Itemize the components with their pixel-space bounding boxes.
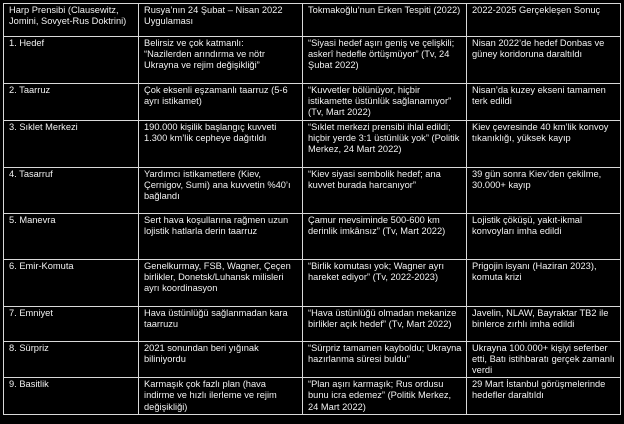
cell-principle: 3. Sıklet Merkezi <box>4 120 139 167</box>
cell-outcome: Prigojin isyanı (Haziran 2023), komuta krizi <box>467 259 621 306</box>
cell-assessment: “Kuvvetler bölünüyor, hiçbir istikamette üstünlük sağlanamıyor” (Tv, Mart 2022) <box>303 84 467 121</box>
cell-outcome: Ukrayna 100.000+ kişiyi seferber etti, Batı istihbaratı gerçek zamanlı verdi <box>467 341 621 378</box>
cell-outcome: Nisan 2022’de hedef Donbas ve güney koridoruna daraltıldı <box>467 37 621 84</box>
table-row <box>4 213 621 259</box>
cell-outcome: Javelin, NLAW, Bayraktar TB2 ile binlerce zırhlı imha edildi <box>467 306 621 341</box>
cell-principle: 8. Sürpriz <box>4 341 139 378</box>
cell-application: Karmaşık çok fazlı plan (hava indirme ve hızlı ilerleme ve rejim değişikliği) <box>139 378 303 415</box>
table-row <box>4 84 621 121</box>
table-row <box>4 120 621 167</box>
cell-application: Yardımcı istikametlere (Kiev, Çernigov, Sumi) ana kuvvetin %40’ı bağlandı <box>139 167 303 213</box>
cell-principle: 4. Tasarruf <box>4 167 139 213</box>
table-row <box>4 306 621 341</box>
cell-application: Çok eksenli eşzamanlı taarruz (5-6 ayrı istikamet) <box>139 84 303 121</box>
table-row <box>4 167 621 213</box>
cell-principle: 5. Manevra <box>4 213 139 259</box>
cell-application: Hava üstünlüğü sağlanmadan kara taarruzu <box>139 306 303 341</box>
comparison-table <box>3 3 621 415</box>
cell-assessment: “Sürpriz tamamen kayboldu; Ukrayna hazırlanma süresi buldu” <box>303 341 467 378</box>
cell-principle: 1. Hedef <box>4 37 139 84</box>
cell-application: 190.000 kişilik başlangıç kuvveti 1.300 km’lik cepheye dağıtıldı <box>139 120 303 167</box>
header-principle: Harp Prensibi (Clausewitz, Jomini, Sovyet-Rus Doktrini) <box>4 4 139 37</box>
table-row <box>4 341 621 378</box>
cell-principle: 7. Emniyet <box>4 306 139 341</box>
table-row <box>4 259 621 306</box>
cell-principle: 2. Taarruz <box>4 84 139 121</box>
cell-outcome: 29 Mart İstanbul görüşmelerinde hedefler daraltıldı <box>467 378 621 415</box>
cell-application: Genelkurmay, FSB, Wagner, Çeçen birlikler, Donetsk/Luhansk milisleri ayrı koordinasyon <box>139 259 303 306</box>
cell-application: Sert hava koşullarına rağmen uzun lojistik hatlarla derin taarruz <box>139 213 303 259</box>
cell-outcome: 39 gün sonra Kiev’den çekilme, 30.000+ kayıp <box>467 167 621 213</box>
cell-application: 2021 sonundan beri yığınak biliniyordu <box>139 341 303 378</box>
header-row <box>4 4 621 37</box>
cell-outcome: Kiev çevresinde 40 km’lik konvoy tıkanıklığı, yüksek kayıp <box>467 120 621 167</box>
cell-assessment: Çamur mevsiminde 500-600 km derinlik imkânsız” (Tv, Mart 2022) <box>303 213 467 259</box>
cell-application: Belirsiz ve çok katmanlı: “Nazilerden arındırma ve nötr Ukrayna ve rejim değişikliği” <box>139 37 303 84</box>
cell-outcome: Nisan’da kuzey ekseni tamamen terk edildi <box>467 84 621 121</box>
cell-assessment: “Kiev siyasi sembolik hedef; ana kuvvet burada harcanıyor” <box>303 167 467 213</box>
header-outcome: 2022-2025 Gerçekleşen Sonuç <box>467 4 621 37</box>
header-application: Rusya’nın 24 Şubat – Nisan 2022 Uygulaması <box>139 4 303 37</box>
cell-assessment: “Siyasi hedef aşırı geniş ve çelişkili; askerî hedefle örtüşmüyor” (Tv, 24 Şubat 2022) <box>303 37 467 84</box>
cell-principle: 6. Emir-Komuta <box>4 259 139 306</box>
table-row <box>4 378 621 415</box>
header-assessment: Tokmakoğlu’nun Erken Tespiti (2022) <box>303 4 467 37</box>
cell-assessment: “Birlik komutası yok; Wagner ayrı hareket ediyor” (Tv, 2022-2023) <box>303 259 467 306</box>
cell-principle: 9. Basitlik <box>4 378 139 415</box>
cell-assessment: “Hava üstünlüğü olmadan mekanize birlikler açık hedef” (Tv, Mart 2022) <box>303 306 467 341</box>
cell-assessment: “Plan aşırı karmaşık; Rus ordusu bunu icra edemez” (Politik Merkez, 24 Mart 2022) <box>303 378 467 415</box>
table-row <box>4 37 621 84</box>
cell-assessment: “Sıklet merkezi prensibi ihlal edildi; hiçbir yerde 3:1 üstünlük yok” (Politik Merkez, 24 Mart 2022) <box>303 120 467 167</box>
cell-outcome: Lojistik çöküşü, yakıt-ikmal konvoyları imha edildi <box>467 213 621 259</box>
